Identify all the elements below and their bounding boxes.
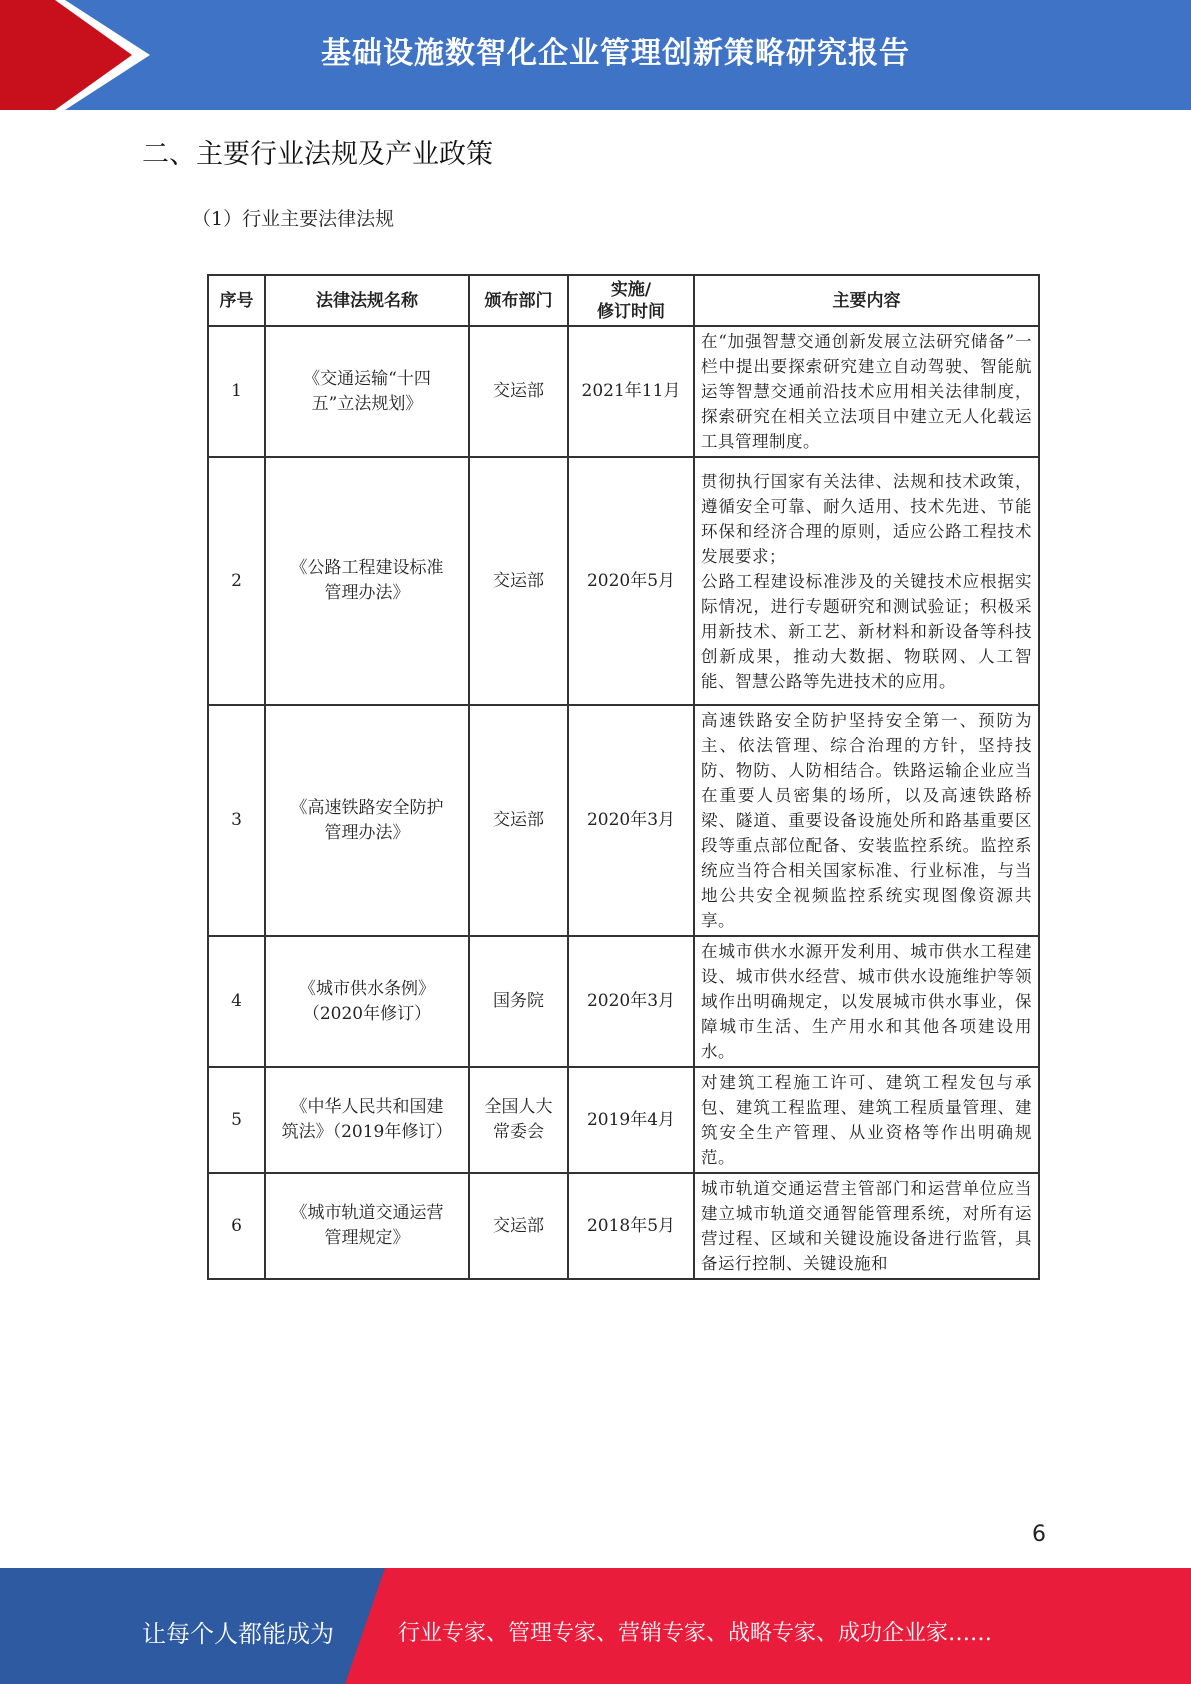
row-no: 2 bbox=[208, 457, 265, 705]
header-dept: 颁布部门 bbox=[469, 275, 568, 326]
row-name: 《公路工程建设标准 管理办法》 bbox=[265, 457, 469, 705]
sub-title: （1）行业主要法律法规 bbox=[192, 208, 395, 230]
header-date: 实施/ 修订时间 bbox=[568, 275, 694, 326]
row-dept: 交运部 bbox=[469, 1173, 568, 1279]
row-content: 在“加强智慧交通创新发展立法研究储备”一栏中提出要探索研究建立自动驾驶、智能航运等智慧交通前沿技术应用相关法律制度，探索研究在相关立法项目中建立无人化载运工具管理制度。 bbox=[694, 326, 1039, 457]
row-date: 2021年11月 bbox=[568, 326, 694, 457]
row-content: 贯彻执行国家有关法律、法规和技术政策，遵循安全可靠、耐久适用、技术先进、节能环保和经济合理的原则，适应公路工程技术发展要求； 公路工程建设标准涉及的关键技术应根据实际情况，进行专题研究和测试验证；积极采用新技术、新工艺、新材料和新设备等科技创新成果，推动大数据、物联网、人工智能、智慧公路等先进技术的应用。 bbox=[694, 457, 1039, 705]
row-content: 城市轨道交通运营主管部门和运营单位应当建立城市轨道交通智能管理系统，对所有运营过程、区域和关键设施设备进行监管，具备运行控制、关键设施和 bbox=[694, 1173, 1039, 1279]
section-title: 二、主要行业法规及产业政策 bbox=[142, 139, 493, 170]
table-row bbox=[208, 936, 1039, 1067]
header-name: 法律法规名称 bbox=[265, 275, 469, 326]
header-content: 主要内容 bbox=[694, 275, 1039, 326]
regulations-table-container bbox=[207, 274, 1038, 1273]
footer-slogan-left: 让每个人都能成为 bbox=[142, 1620, 334, 1648]
table-row bbox=[208, 1173, 1039, 1279]
row-date: 2019年4月 bbox=[568, 1067, 694, 1173]
row-content: 高速铁路安全防护坚持安全第一、预防为主、依法管理、综合治理的方针，坚持技防、物防、人防相结合。铁路运输企业应当在重要人员密集的场所，以及高速铁路桥梁、隧道、重要设备设施处所和路基重要区段等重点部位配备、安装监控系统。监控系统应当符合相关国家标准、行业标准，与当地公共安全视频监控系统实现图像资源共享。 bbox=[694, 705, 1039, 936]
row-dept: 交运部 bbox=[469, 457, 568, 705]
row-name: 《城市供水条例》 （2020年修订） bbox=[265, 936, 469, 1067]
row-name: 《高速铁路安全防护 管理办法》 bbox=[265, 705, 469, 936]
row-date: 2020年5月 bbox=[568, 457, 694, 705]
page-number: 6 bbox=[1032, 1522, 1046, 1547]
table-row bbox=[208, 457, 1039, 705]
table-row bbox=[208, 705, 1039, 936]
row-content: 在城市供水水源开发利用、城市供水工程建设、城市供水经营、城市供水设施维护等领域作出明确规定，以发展城市供水事业，保障城市生活、生产用水和其他各项建设用水。 bbox=[694, 936, 1039, 1067]
row-no: 6 bbox=[208, 1173, 265, 1279]
header-title: 基础设施数智化企业管理创新策略研究报告 bbox=[321, 36, 910, 71]
header-no: 序号 bbox=[208, 275, 265, 326]
row-no: 1 bbox=[208, 326, 265, 457]
row-dept: 全国人大 常委会 bbox=[469, 1067, 568, 1173]
row-name: 《中华人民共和国建 筑法》（2019年修订） bbox=[265, 1067, 469, 1173]
page-header bbox=[0, 0, 1191, 110]
page-footer bbox=[0, 1568, 1191, 1684]
footer-slogan-right: 行业专家、管理专家、营销专家、战略专家、成功企业家…… bbox=[398, 1621, 993, 1646]
regulations-table bbox=[207, 274, 1040, 1280]
row-content: 对建筑工程施工许可、建筑工程发包与承包、建筑工程监理、建筑工程质量管理、建筑安全生产管理、从业资格等作出明确规范。 bbox=[694, 1067, 1039, 1173]
row-dept: 国务院 bbox=[469, 936, 568, 1067]
row-no: 5 bbox=[208, 1067, 265, 1173]
row-date: 2018年5月 bbox=[568, 1173, 694, 1279]
row-dept: 交运部 bbox=[469, 705, 568, 936]
row-name: 《城市轨道交通运营 管理规定》 bbox=[265, 1173, 469, 1279]
row-no: 4 bbox=[208, 936, 265, 1067]
table-row bbox=[208, 326, 1039, 457]
row-name: 《交通运输“十四 五”立法规划》 bbox=[265, 326, 469, 457]
table-row bbox=[208, 1067, 1039, 1173]
row-dept: 交运部 bbox=[469, 326, 568, 457]
row-date: 2020年3月 bbox=[568, 705, 694, 936]
row-date: 2020年3月 bbox=[568, 936, 694, 1067]
table-header-row bbox=[208, 275, 1039, 326]
row-no: 3 bbox=[208, 705, 265, 936]
